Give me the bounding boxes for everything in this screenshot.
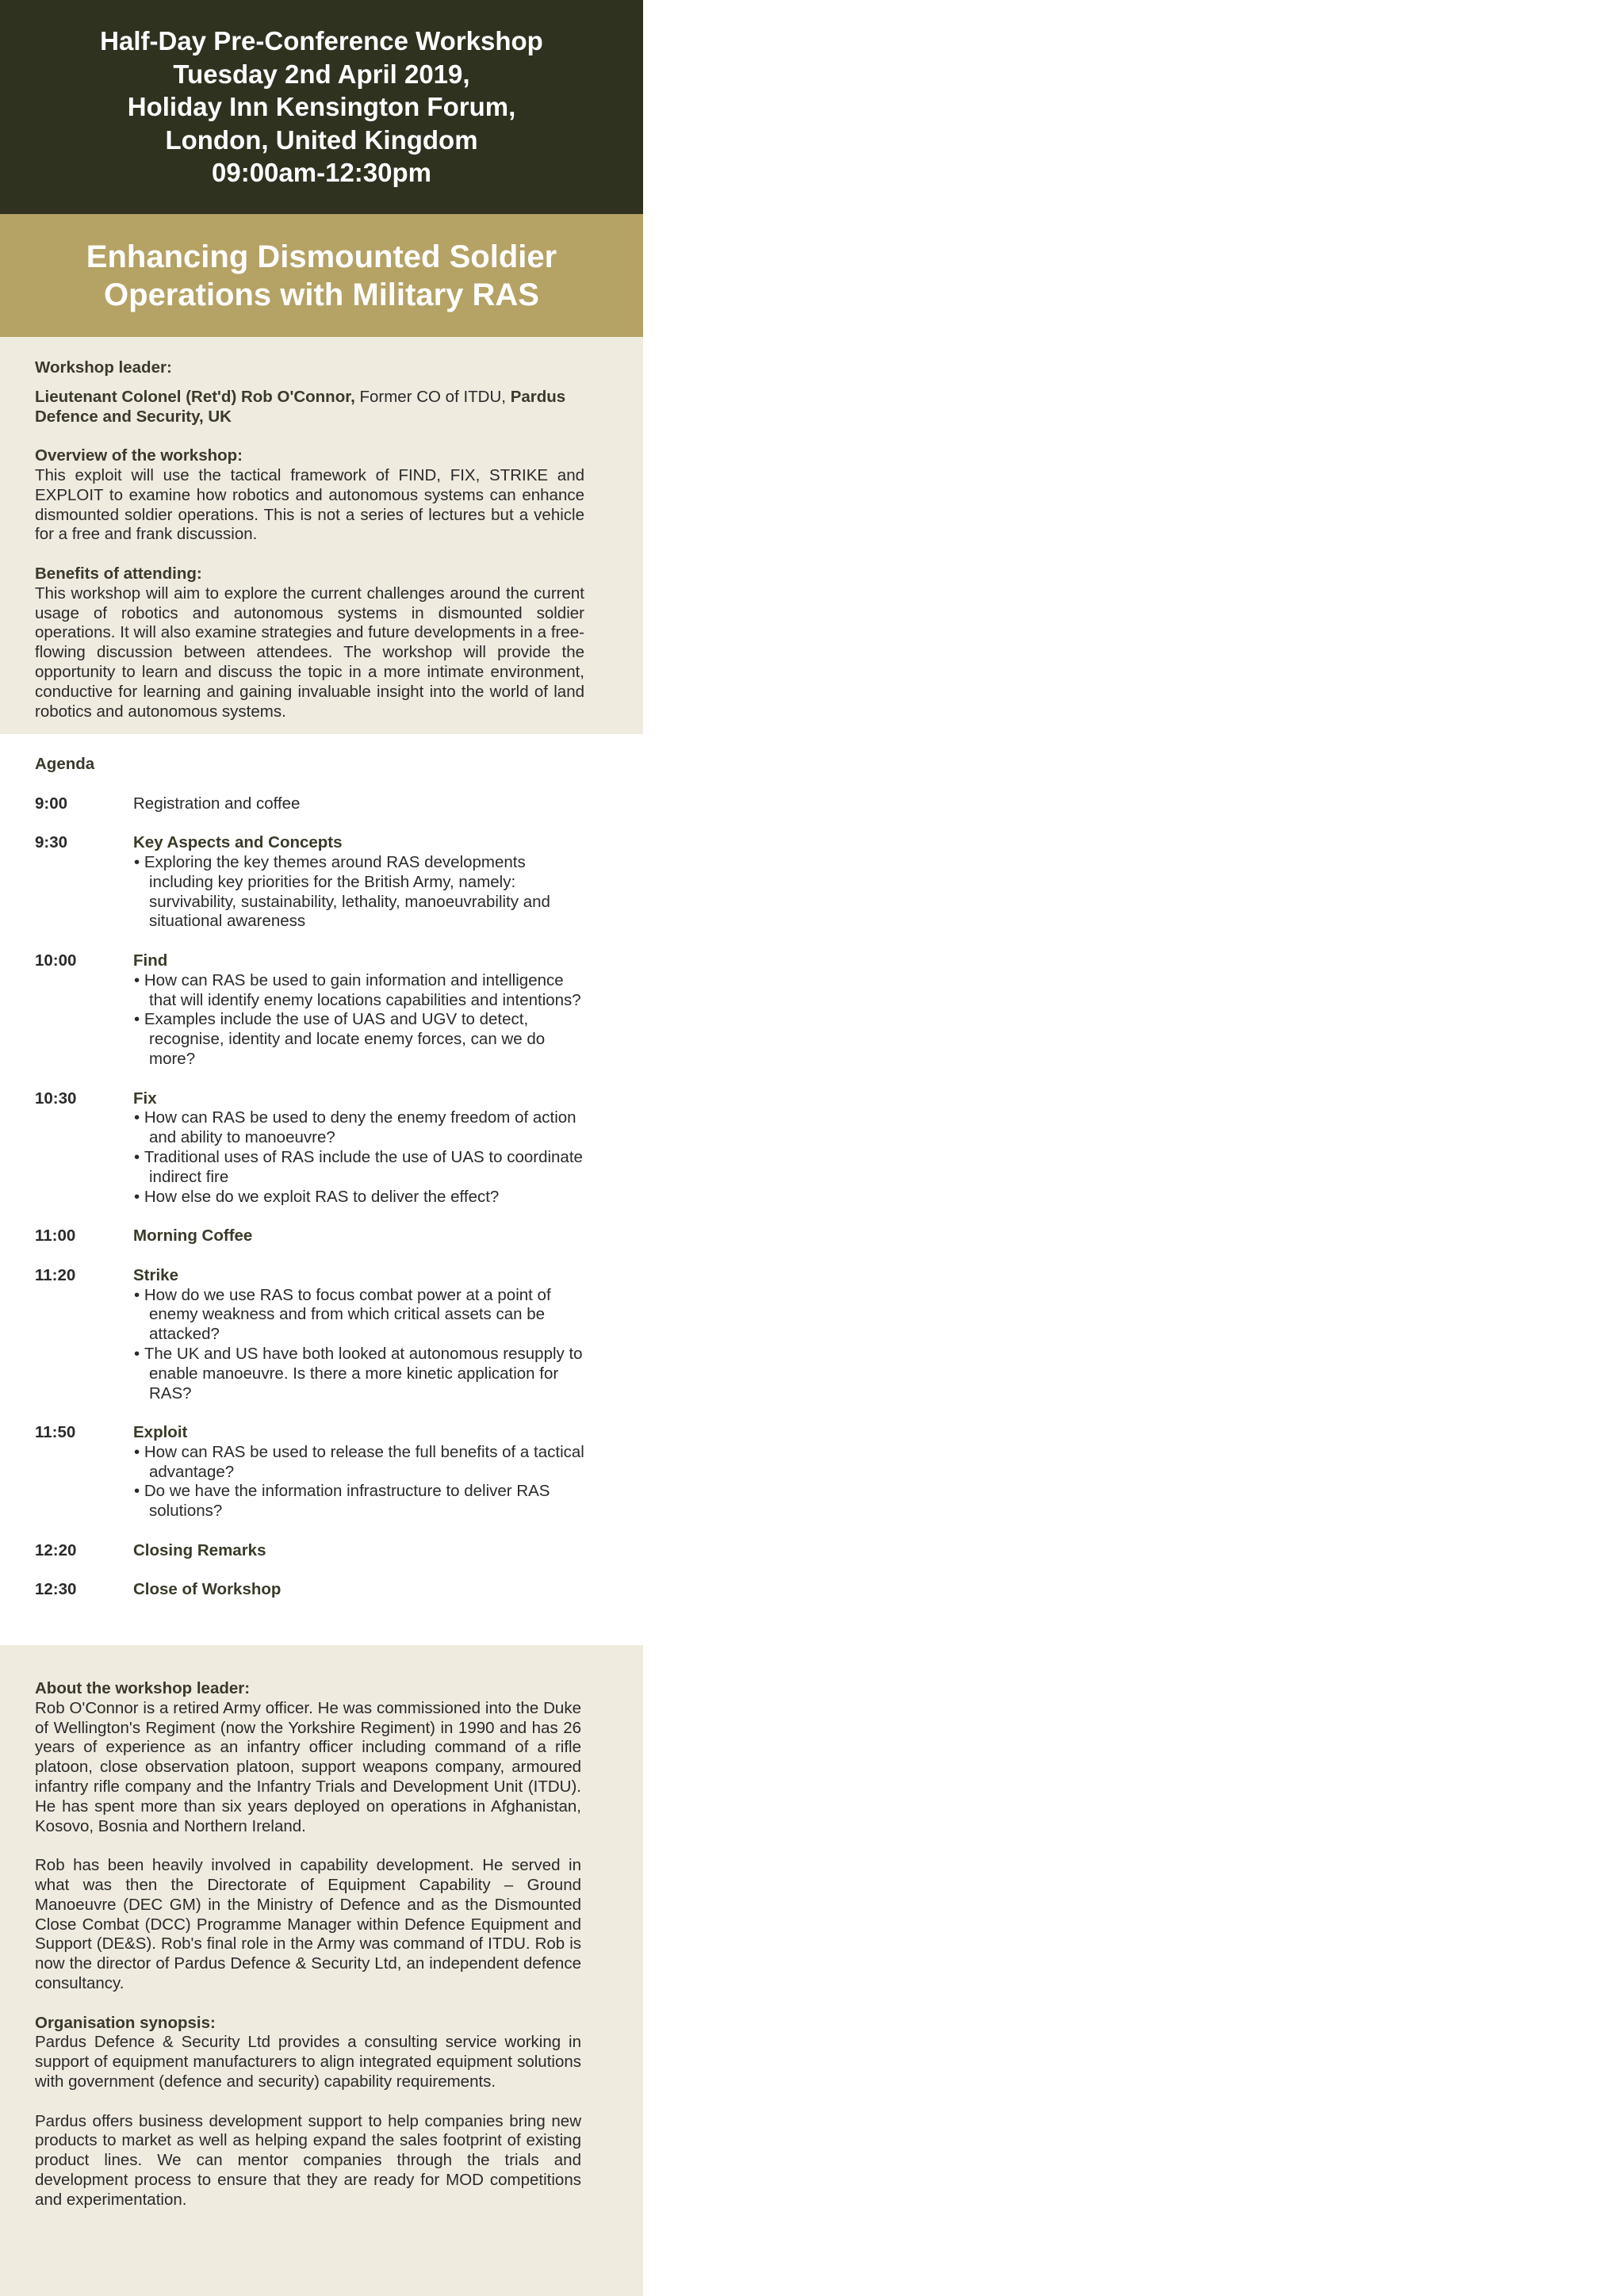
agenda-title: Registration and coffee	[133, 794, 301, 813]
agenda-bullet: • Do we have the information infrastructure to deliver RAS solutions?	[133, 1482, 584, 1521]
agenda-item	[35, 1266, 584, 1404]
about-section	[0, 1645, 643, 2296]
agenda-time: 11:00	[35, 1226, 76, 1246]
leader-role: Former CO of ITDU,	[354, 387, 511, 406]
leader-name: Lieutenant Colonel (Ret'd) Rob O'Connor,	[35, 387, 355, 406]
agenda-time: 9:30	[35, 833, 68, 852]
header-line: London, United Kingdom	[165, 124, 478, 155]
agenda-item	[35, 951, 584, 1070]
agenda-item	[35, 794, 584, 814]
agenda-item	[35, 1226, 584, 1246]
agenda-time: 9:00	[35, 794, 68, 813]
leader-heading: Workshop leader:	[35, 358, 172, 377]
agenda-bullet: • How else do we exploit RAS to deliver the effect?	[133, 1188, 584, 1207]
agenda-bullet: • How can RAS be used to release the full benefits of a tactical advantage?	[133, 1443, 584, 1483]
leader-org: Pardus Defence and Security, UK	[35, 387, 566, 426]
org-para-2: Pardus offers business development support to help companies bring new products to market as well as helping expand the sales footprint of existing product lines. We can mentor companies through the trials and development process to ensure that they are ready for MOD competitions and experimentation.	[35, 2111, 581, 2209]
header-line: Tuesday 2nd April 2019,	[173, 59, 470, 89]
agenda-bullet: • How can RAS be used to gain information and intelligence that will identify enemy locations capabilities and intentions?	[133, 971, 584, 1011]
agenda-item	[35, 833, 584, 932]
agenda-bullet: • Exploring the key themes around RAS developments including key priorities for the British Army, namely: survivability, sustainability, lethality, manoeuvrability and situational awareness	[133, 853, 584, 932]
agenda-section	[0, 734, 643, 1645]
event-header	[0, 0, 643, 214]
agenda-bullet: • How can RAS be used to deny the enemy freedom of action and ability to manoeuvre?	[133, 1108, 584, 1148]
brochure-column	[0, 0, 643, 2296]
agenda-title: Fix	[133, 1089, 157, 1108]
workshop-title	[0, 214, 643, 337]
agenda-bullet: • Traditional uses of RAS include the use of UAS to coordinate indirect fire	[133, 1148, 584, 1188]
leader-line	[35, 388, 584, 427]
overview-text: This exploit will use the tactical framework of FIND, FIX, STRIKE and EXPLOIT to examine how robotics and autonomous systems can enhance dismounted soldier operations. This is not a series of lectures but a vehicle for a free and frank discussion.	[35, 465, 584, 544]
agenda-item	[35, 1423, 584, 1521]
agenda-title: Strike	[133, 1265, 178, 1284]
benefits-heading: Benefits of attending:	[35, 564, 202, 583]
agenda-bullet: • Examples include the use of UAS and UGV to detect, recognise, identity and locate enemy forces, can we do more?	[133, 1010, 584, 1069]
agenda-title: Close of Workshop	[133, 1580, 282, 1599]
agenda-time: 11:20	[35, 1265, 76, 1284]
agenda-title: Exploit	[133, 1423, 188, 1442]
agenda-time: 10:30	[35, 1089, 77, 1108]
title-line: Enhancing Dismounted Soldier	[86, 239, 557, 274]
org-para-1: Pardus Defence & Security Ltd provides a consulting service working in support of equipment manufacturers to align integrated equipment solutions with government (defence and security) capability requirements.	[35, 2033, 581, 2091]
header-line: 09:00am-12:30pm	[212, 158, 431, 188]
header-line: Holiday Inn Kensington Forum,	[127, 92, 516, 122]
agenda-item	[35, 1089, 584, 1207]
about-heading: About the workshop leader:	[35, 1679, 251, 1697]
agenda-heading: Agenda	[35, 755, 95, 773]
agenda-time: 11:50	[35, 1423, 76, 1442]
agenda-time: 12:20	[35, 1540, 77, 1559]
title-line: Operations with Military RAS	[104, 277, 539, 312]
agenda-time: 10:00	[35, 951, 77, 970]
benefits-text: This workshop will aim to explore the current challenges around the current usage of robotics and autonomous systems in dismounted soldier operations. It will also examine strategies and future developments in a free-flowing discussion between attendees. The workshop will provide the opportunity to learn and discuss the topic in a more intimate environment, conductive for learning and gaining invaluable insight into the world of land robotics and autonomous systems.	[35, 584, 584, 721]
agenda-list	[35, 775, 584, 1600]
intro-section	[0, 337, 643, 734]
overview-heading: Overview of the workshop:	[35, 446, 243, 465]
agenda-title: Find	[133, 951, 168, 970]
about-para-2: Rob has been heavily involved in capability development. He served in what was then the Directorate of Equipment Capability – Ground Manoeuvre (DEC GM) in the Ministry of Defence and as the Dismounted Close Combat (DCC) Programme Manager within Defence Equipment and Support (DE&S). Rob's final role in the Army was command of ITDU. Rob is now the director of Pardus Defence & Security Ltd, an independent defence consultancy.	[35, 1856, 581, 1992]
agenda-title: Morning Coffee	[133, 1226, 253, 1246]
agenda-title: Key Aspects and Concepts	[133, 833, 343, 852]
agenda-title: Closing Remarks	[133, 1540, 266, 1559]
agenda-bullet: • The UK and US have both looked at autonomous resupply to enable manoeuvre. Is there a more kinetic application for RAS?	[133, 1345, 584, 1403]
header-line: Half-Day Pre-Conference Workshop	[100, 26, 543, 56]
org-heading: Organisation synopsis:	[35, 2013, 216, 2032]
agenda-item	[35, 1541, 584, 1561]
agenda-time: 12:30	[35, 1580, 77, 1599]
agenda-item	[35, 1580, 584, 1600]
agenda-bullet: • How do we use RAS to focus combat power at a point of enemy weakness and from which critical assets can be attacked?	[133, 1286, 584, 1345]
about-para-1: Rob O'Connor is a retired Army officer. He was commissioned into the Duke of Wellington's Regiment (now the Yorkshire Regiment) in 1990 and has 26 years of experience as an infantry officer including command of a rifle platoon, close observation platoon, support weapons company, armoured infantry rifle company and the Infantry Trials and Development Unit (ITDU). He has spent more than six years deployed on operations in Afghanistan, Kosovo, Bosnia and Northern Ireland.	[35, 1698, 581, 1835]
